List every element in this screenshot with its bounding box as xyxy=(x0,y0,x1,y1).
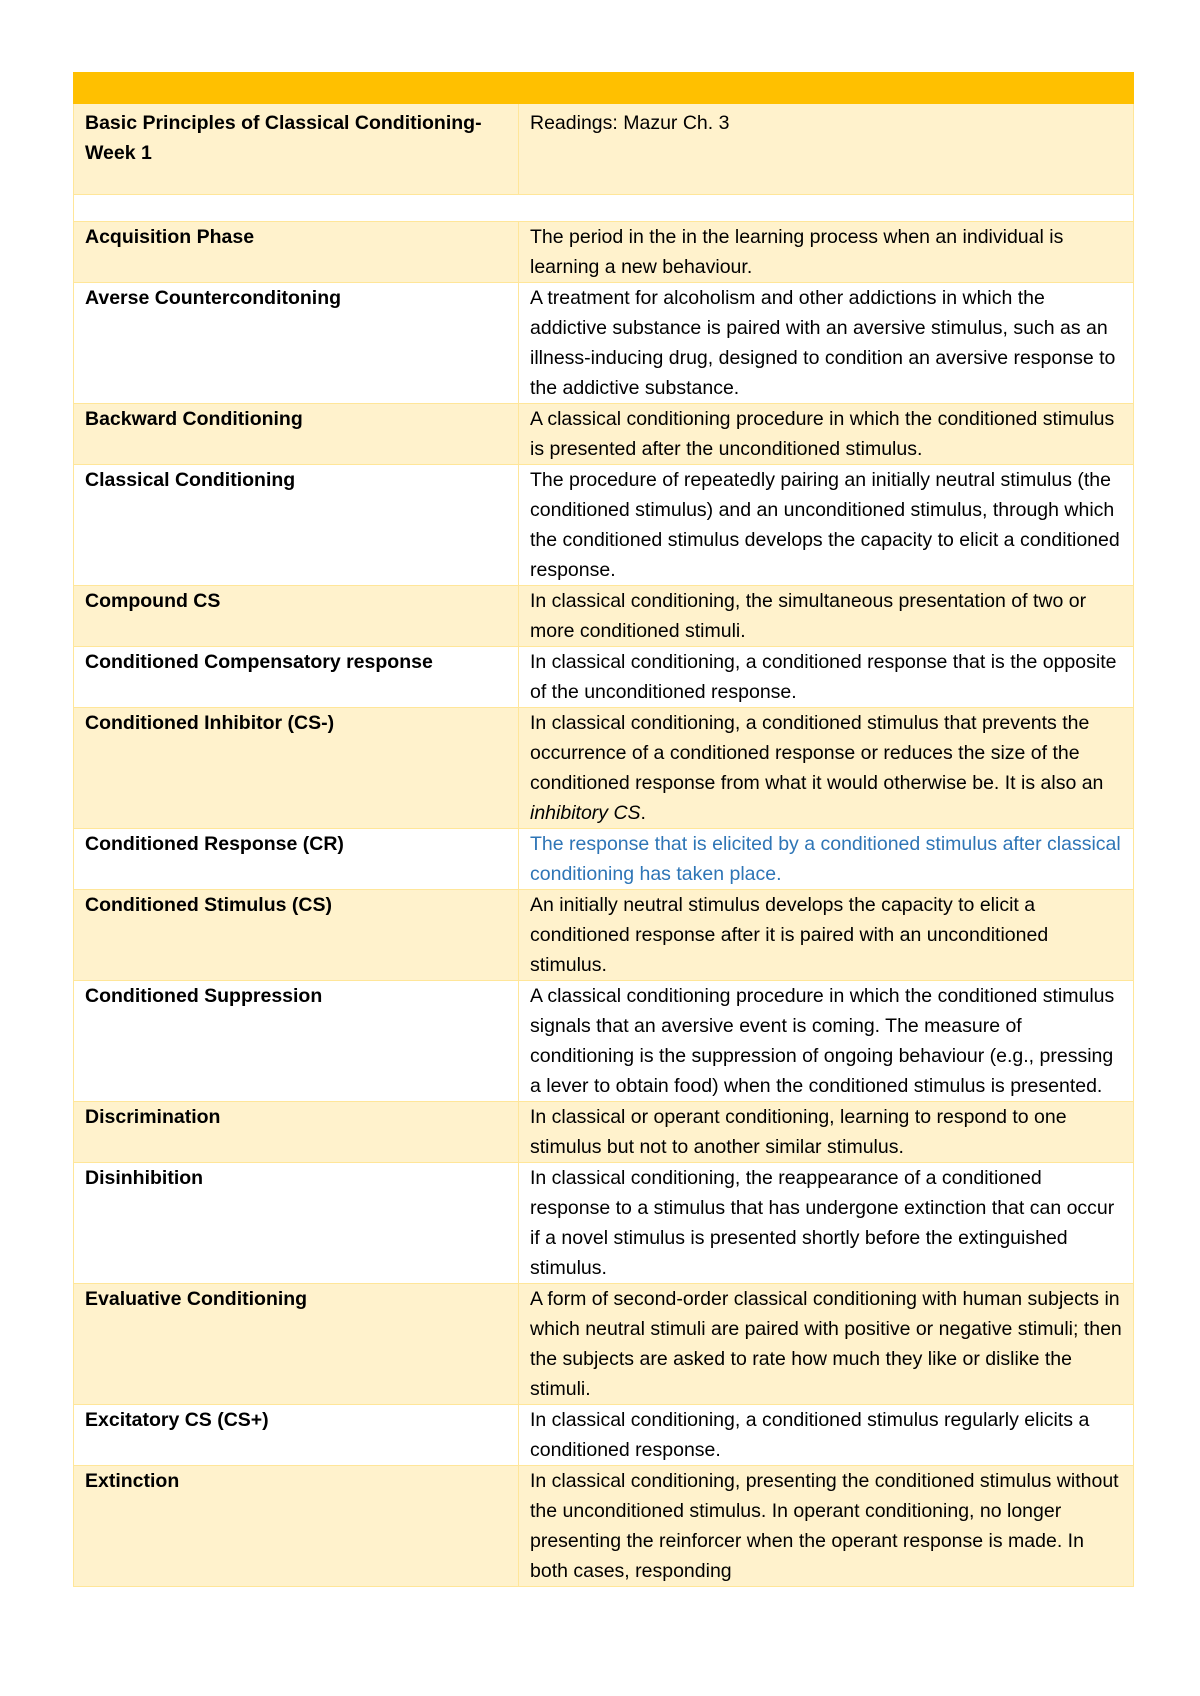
header-band xyxy=(74,73,1134,104)
term: Conditioned Stimulus (CS) xyxy=(85,894,332,916)
term-cell xyxy=(74,283,519,404)
definition-cell xyxy=(519,890,1134,981)
term: Conditioned Response (CR) xyxy=(85,833,344,855)
definition: In classical conditioning, presenting the conditioned stimulus without the unconditioned stimulus. In operant conditioning, no longer presenting the reinforcer when the operant response is made. In both cases, responding xyxy=(530,1470,1119,1582)
term: Conditioned Suppression xyxy=(85,985,323,1007)
definition-cell xyxy=(519,647,1134,708)
term: Conditioned Compensatory response xyxy=(85,651,433,673)
term-cell xyxy=(74,222,519,283)
readings-text: Readings: Mazur Ch. 3 xyxy=(530,112,730,134)
table-row xyxy=(74,1466,1134,1587)
table-row xyxy=(74,222,1134,283)
glossary-table xyxy=(73,72,1134,1587)
spacer-cell xyxy=(74,195,1134,222)
definition: In classical conditioning, the simultaneous presentation of two or more conditioned stimuli. xyxy=(530,590,1087,642)
definition-italic: inhibitory CS xyxy=(530,802,641,824)
table-row xyxy=(74,1102,1134,1163)
term: Disinhibition xyxy=(85,1167,204,1189)
table-row xyxy=(74,1405,1134,1466)
table-row xyxy=(74,1284,1134,1405)
term-cell xyxy=(74,465,519,586)
definition: In classical conditioning, a conditioned stimulus regularly elicits a conditioned response. xyxy=(530,1409,1090,1461)
spacer-row xyxy=(74,195,1134,222)
table-row xyxy=(74,465,1134,586)
term: Classical Conditioning xyxy=(85,469,296,491)
term: Extinction xyxy=(85,1470,180,1492)
table-row xyxy=(74,981,1134,1102)
table-row xyxy=(74,404,1134,465)
definition-cell xyxy=(519,586,1134,647)
table-row xyxy=(74,829,1134,890)
definition-with-italic xyxy=(530,708,1125,828)
table-row xyxy=(74,647,1134,708)
definition-cell xyxy=(519,404,1134,465)
definition-end: . xyxy=(640,802,646,824)
table-row xyxy=(74,708,1134,829)
title-cell xyxy=(74,104,519,195)
definition: The period in the in the learning process when an individual is learning a new behaviour. xyxy=(530,226,1064,278)
definition-cell xyxy=(519,1163,1134,1284)
definition: In classical conditioning, the reappearance of a conditioned response to a stimulus that has undergone extinction that can occur if a novel stimulus is presented shortly before the extinguished stimulus. xyxy=(530,1167,1115,1279)
definition-cell xyxy=(519,708,1134,829)
term-cell xyxy=(74,1466,519,1587)
definition-cell xyxy=(519,1102,1134,1163)
definition: In classical or operant conditioning, learning to respond to one stimulus but not to another similar stimulus. xyxy=(530,1106,1067,1158)
definition-highlighted: The response that is elicited by a conditioned stimulus after classical conditioning has taken place. xyxy=(530,833,1121,885)
term: Conditioned Inhibitor (CS-) xyxy=(85,712,335,734)
definition-cell xyxy=(519,465,1134,586)
definition: The procedure of repeatedly pairing an initially neutral stimulus (the conditioned stimulus) and an unconditioned stimulus, through which the conditioned stimulus develops the capacity to elicit a conditioned response. xyxy=(530,469,1120,581)
term-cell xyxy=(74,1102,519,1163)
term-cell xyxy=(74,586,519,647)
term: Discrimination xyxy=(85,1106,221,1128)
term-cell xyxy=(74,890,519,981)
term-cell xyxy=(74,404,519,465)
readings-cell xyxy=(519,104,1134,195)
table-row xyxy=(74,586,1134,647)
table-row xyxy=(74,1163,1134,1284)
term-cell xyxy=(74,708,519,829)
definition-cell xyxy=(519,283,1134,404)
term: Evaluative Conditioning xyxy=(85,1288,308,1310)
definition-cell xyxy=(519,222,1134,283)
term: Compound CS xyxy=(85,590,221,612)
term: Acquisition Phase xyxy=(85,226,255,248)
definition-cell xyxy=(519,1405,1134,1466)
term-cell xyxy=(74,1284,519,1405)
definition: An initially neutral stimulus develops the capacity to elicit a conditioned response after it is paired with an unconditioned stimulus. xyxy=(530,894,1049,976)
definition: A form of second-order classical conditioning with human subjects in which neutral stimuli are paired with positive or negative stimuli; then the subjects are asked to rate how much they like or dislike the stimuli. xyxy=(530,1288,1122,1400)
title-row xyxy=(74,104,1134,195)
term: Excitatory CS (CS+) xyxy=(85,1409,269,1431)
definition-cell xyxy=(519,1284,1134,1405)
definition-cell xyxy=(519,981,1134,1102)
definition: A treatment for alcoholism and other addictions in which the addictive substance is paired with an aversive stimulus, such as an illness-inducing drug, designed to condition an aversive response to the addictive substance. xyxy=(530,287,1116,399)
definition: A classical conditioning procedure in which the conditioned stimulus is presented after the unconditioned stimulus. xyxy=(530,408,1115,460)
table-row xyxy=(74,283,1134,404)
term-cell xyxy=(74,647,519,708)
header-band-cell xyxy=(74,73,1134,104)
definition: In classical conditioning, a conditioned response that is the opposite of the unconditioned response. xyxy=(530,651,1117,703)
term: Averse Counterconditoning xyxy=(85,287,342,309)
term-cell xyxy=(74,1405,519,1466)
term-cell xyxy=(74,829,519,890)
definition-cell xyxy=(519,829,1134,890)
term: Backward Conditioning xyxy=(85,408,303,430)
page-title: Basic Principles of Classical Conditioning-Week 1 xyxy=(85,112,482,164)
definition: In classical conditioning, a conditioned stimulus that prevents the occurrence of a conditioned response or reduces the size of the conditioned response from what it would otherwise be. It is also an xyxy=(530,712,1104,794)
definition-cell xyxy=(519,1466,1134,1587)
definition: A classical conditioning procedure in which the conditioned stimulus signals that an aversive event is coming. The measure of conditioning is the suppression of ongoing behaviour (e.g., pressing a lever to obtain food) when the conditioned stimulus is presented. xyxy=(530,985,1115,1097)
term-cell xyxy=(74,1163,519,1284)
term-cell xyxy=(74,981,519,1102)
table-row xyxy=(74,890,1134,981)
